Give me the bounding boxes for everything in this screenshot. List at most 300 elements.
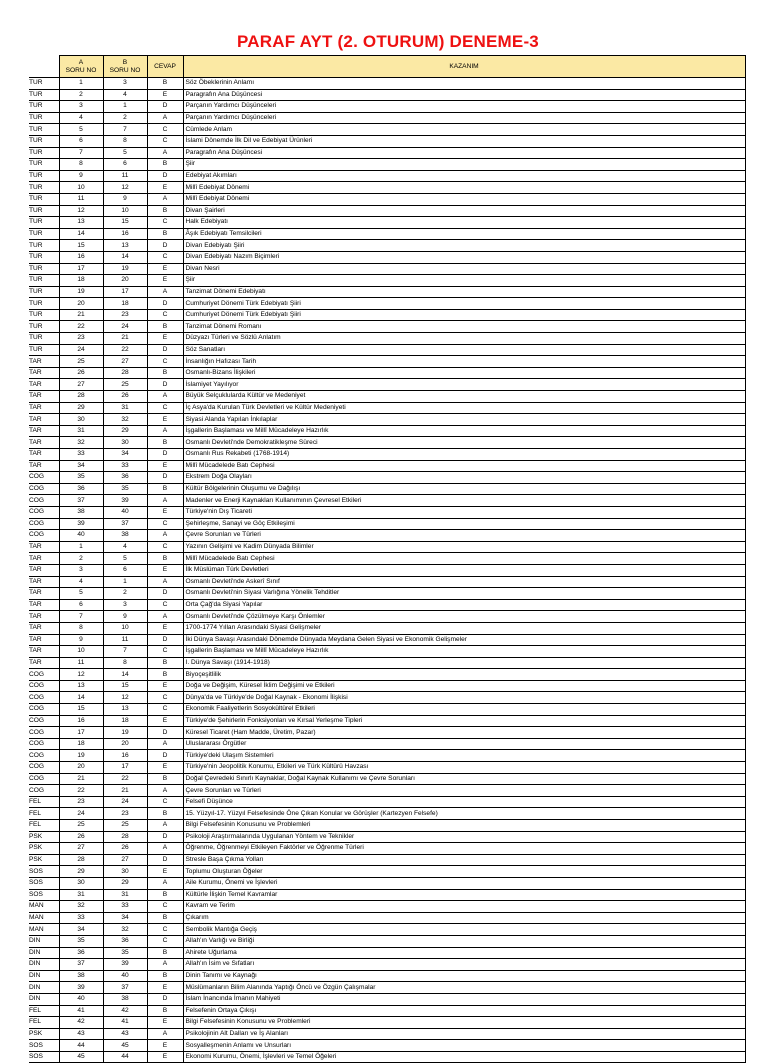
booklet-b-number: 35 — [103, 947, 147, 959]
table-row — [29, 970, 745, 982]
booklet-a-number: 43 — [59, 1028, 103, 1040]
subject-code: SOS — [29, 1051, 59, 1063]
booklet-b-number: 3 — [103, 78, 147, 90]
booklet-b-number: 7 — [103, 124, 147, 136]
booklet-a-number: 5 — [59, 588, 103, 600]
booklet-a-question-header: A SORU NO — [59, 56, 103, 78]
answer-letter: A — [147, 785, 183, 797]
table-row — [29, 472, 745, 484]
outcome-text: Cümlede Anlam — [183, 124, 745, 136]
outcome-text: Madenler ve Enerji Kaynakları Kullanımının Çevresel Etkileri — [183, 495, 745, 507]
answer-letter: D — [147, 472, 183, 484]
booklet-a-number: 1 — [59, 541, 103, 553]
subject-code: TAR — [29, 657, 59, 669]
table-row — [29, 773, 745, 785]
answer-letter: B — [147, 657, 183, 669]
outcome-text: Allah'ın İsim ve Sıfatları — [183, 959, 745, 971]
answer-letter: B — [147, 773, 183, 785]
booklet-a-number: 38 — [59, 970, 103, 982]
outcome-text: Psikolojinin Alt Dalları ve İş Alanları — [183, 1028, 745, 1040]
outcome-text: Sembolik Mantığa Geçiş — [183, 924, 745, 936]
table-row — [29, 901, 745, 913]
outcome-text: Divan Şairleri — [183, 205, 745, 217]
subject-code: COG — [29, 483, 59, 495]
table-row — [29, 715, 745, 727]
document-title: PARAF AYT (2. OTURUM) DENEME-3 — [237, 32, 539, 51]
subject-code: TUR — [29, 240, 59, 252]
booklet-a-number: 37 — [59, 495, 103, 507]
booklet-a-number: 30 — [59, 414, 103, 426]
outcome-text: Kavram ve Terim — [183, 901, 745, 913]
booklet-b-number: 19 — [103, 727, 147, 739]
booklet-a-number: 44 — [59, 1040, 103, 1052]
answer-letter: B — [147, 437, 183, 449]
answer-letter: B — [147, 970, 183, 982]
subject-code: TUR — [29, 89, 59, 101]
table-row — [29, 541, 745, 553]
outcome-text: Türkiye'nin Dış Ticareti — [183, 506, 745, 518]
booklet-b-number: 42 — [103, 1005, 147, 1017]
subject-code: MAN — [29, 901, 59, 913]
booklet-b-number: 12 — [103, 182, 147, 194]
booklet-a-number: 3 — [59, 564, 103, 576]
subject-code: DIN — [29, 947, 59, 959]
outcome-text: Millî Edebiyat Dönemi — [183, 182, 745, 194]
outcome-text: 1700-1774 Yılları Arasındaki Siyasi Gelişmeler — [183, 622, 745, 634]
answer-letter: E — [147, 263, 183, 275]
subject-code: COG — [29, 738, 59, 750]
booklet-a-number: 27 — [59, 843, 103, 855]
answer-letter: E — [147, 414, 183, 426]
booklet-a-number: 2 — [59, 89, 103, 101]
answer-letter: B — [147, 483, 183, 495]
outcome-text: Türkiye'de Şehirlerin Fonksiyonları ve Kırsal Yerleşme Tipleri — [183, 715, 745, 727]
subject-code: TUR — [29, 263, 59, 275]
booklet-a-number: 6 — [59, 135, 103, 147]
booklet-a-number: 21 — [59, 309, 103, 321]
subject-code: COG — [29, 715, 59, 727]
booklet-a-number: 11 — [59, 193, 103, 205]
subject-code: TUR — [29, 124, 59, 136]
answer-letter: C — [147, 541, 183, 553]
table-row — [29, 228, 745, 240]
answer-letter: C — [147, 217, 183, 229]
booklet-a-number: 21 — [59, 773, 103, 785]
booklet-b-number: 9 — [103, 611, 147, 623]
table-row — [29, 866, 745, 878]
booklet-a-number: 7 — [59, 147, 103, 159]
table-row — [29, 634, 745, 646]
table-row — [29, 935, 745, 947]
subject-code: COG — [29, 785, 59, 797]
answer-letter: C — [147, 796, 183, 808]
booklet-b-number: 35 — [103, 483, 147, 495]
booklet-a-number: 9 — [59, 170, 103, 182]
table-row — [29, 275, 745, 287]
booklet-a-number: 35 — [59, 472, 103, 484]
booklet-b-number: 27 — [103, 854, 147, 866]
outcome-text: Öğrenme, Öğrenmeyi Etkileyen Faktörler ve Öğrenme Türleri — [183, 843, 745, 855]
booklet-b-number: 10 — [103, 622, 147, 634]
booklet-a-number: 14 — [59, 692, 103, 704]
answer-letter: E — [147, 680, 183, 692]
subject-code: SOS — [29, 1040, 59, 1052]
subject-code: TUR — [29, 147, 59, 159]
subject-code: FEL — [29, 1017, 59, 1029]
booklet-b-number: 26 — [103, 391, 147, 403]
booklet-a-number: 20 — [59, 762, 103, 774]
subject-code: COG — [29, 472, 59, 484]
booklet-a-number: 19 — [59, 750, 103, 762]
answer-letter: D — [147, 170, 183, 182]
table-row — [29, 843, 745, 855]
booklet-a-number: 36 — [59, 947, 103, 959]
answer-letter: B — [147, 947, 183, 959]
booklet-b-number: 18 — [103, 715, 147, 727]
subject-code: TUR — [29, 309, 59, 321]
subject-code: TUR — [29, 228, 59, 240]
booklet-b-number: 22 — [103, 344, 147, 356]
booklet-a-number: 6 — [59, 599, 103, 611]
booklet-a-number: 16 — [59, 251, 103, 263]
booklet-a-number: 18 — [59, 275, 103, 287]
answer-letter: C — [147, 135, 183, 147]
table-row — [29, 704, 745, 716]
table-row — [29, 877, 745, 889]
booklet-b-number: 34 — [103, 449, 147, 461]
booklet-a-number: 3 — [59, 101, 103, 113]
subject-code: DIN — [29, 993, 59, 1005]
subject-code: COG — [29, 692, 59, 704]
outcome-text: Stresle Başa Çıkma Yolları — [183, 854, 745, 866]
outcome-text: Millî Mücadelede Batı Cephesi — [183, 460, 745, 472]
booklet-a-number: 25 — [59, 820, 103, 832]
table-row — [29, 402, 745, 414]
booklet-b-number: 7 — [103, 646, 147, 658]
booklet-a-number: 40 — [59, 530, 103, 542]
subject-code: SOS — [29, 866, 59, 878]
booklet-b-number: 3 — [103, 599, 147, 611]
subject-code: TUR — [29, 78, 59, 90]
table-row — [29, 750, 745, 762]
answer-letter: B — [147, 889, 183, 901]
booklet-b-number: 39 — [103, 495, 147, 507]
table-row — [29, 286, 745, 298]
booklet-b-number: 6 — [103, 159, 147, 171]
subject-code: TUR — [29, 251, 59, 263]
booklet-a-number: 38 — [59, 506, 103, 518]
table-row — [29, 530, 745, 542]
outcome-text: Müslümanların Bilim Alanında Yaptığı Öncü ve Özgün Çalışmalar — [183, 982, 745, 994]
table-row — [29, 1040, 745, 1052]
booklet-b-number: 16 — [103, 228, 147, 240]
answer-letter: E — [147, 715, 183, 727]
booklet-a-number: 41 — [59, 1005, 103, 1017]
outcome-text: Dünya'da ve Türkiye'de Doğal Kaynak - Ekonomi İlişkisi — [183, 692, 745, 704]
booklet-a-number: 40 — [59, 993, 103, 1005]
answer-letter: C — [147, 924, 183, 936]
answer-letter: D — [147, 750, 183, 762]
table-row — [29, 78, 745, 90]
answer-letter: A — [147, 1028, 183, 1040]
subject-code: TUR — [29, 159, 59, 171]
answer-letter: B — [147, 808, 183, 820]
answer-letter: D — [147, 298, 183, 310]
table-row — [29, 576, 745, 588]
table-row — [29, 483, 745, 495]
subject-code: TUR — [29, 112, 59, 124]
outcome-text: Ekonomi Kurumu, Önemi, İşlevleri ve Temel Öğeleri — [183, 1051, 745, 1063]
answer-letter: C — [147, 646, 183, 658]
answer-letter: A — [147, 959, 183, 971]
booklet-b-number: 4 — [103, 541, 147, 553]
booklet-b-number: 1 — [103, 576, 147, 588]
table-row — [29, 599, 745, 611]
outcome-text: Bilgi Felsefesinin Konusunu ve Problemleri — [183, 1017, 745, 1029]
answer-letter: B — [147, 159, 183, 171]
subject-code: TAR — [29, 646, 59, 658]
outcome-text: Kültürle İlişkin Temel Kavramlar — [183, 889, 745, 901]
answer-letter: C — [147, 518, 183, 530]
outcome-text: İlk Müslüman Türk Devletleri — [183, 564, 745, 576]
booklet-b-number: 41 — [103, 1017, 147, 1029]
booklet-a-number: 11 — [59, 657, 103, 669]
booklet-b-number: 4 — [103, 89, 147, 101]
booklet-a-number: 35 — [59, 935, 103, 947]
answer-letter: E — [147, 460, 183, 472]
outcome-text: Çıkarım — [183, 912, 745, 924]
booklet-a-number: 2 — [59, 553, 103, 565]
booklet-b-number: 33 — [103, 460, 147, 472]
table-row — [29, 124, 745, 136]
answer-letter: B — [147, 205, 183, 217]
booklet-b-number: 45 — [103, 1040, 147, 1052]
subject-code: TAR — [29, 634, 59, 646]
booklet-b-number: 24 — [103, 321, 147, 333]
outcome-text: Millî Mücadelede Batı Cephesi — [183, 553, 745, 565]
booklet-a-number: 15 — [59, 704, 103, 716]
table-row — [29, 89, 745, 101]
booklet-a-number: 36 — [59, 483, 103, 495]
outcome-text: Çevre Sorunları ve Türleri — [183, 785, 745, 797]
subject-code: TUR — [29, 101, 59, 113]
subject-code: DIN — [29, 959, 59, 971]
subject-code: TUR — [29, 298, 59, 310]
subject-code: SOS — [29, 877, 59, 889]
table-row — [29, 391, 745, 403]
outcome-text: İnsanlığın Hafızası Tarih — [183, 356, 745, 368]
outcome-text: Parçanın Yardımcı Düşünceleri — [183, 112, 745, 124]
booklet-a-number: 13 — [59, 680, 103, 692]
booklet-b-number: 15 — [103, 680, 147, 692]
subject-code: TUR — [29, 135, 59, 147]
subject-code: SOS — [29, 889, 59, 901]
outcome-text: Türkiye'nin Jeopolitik Konumu, Etkileri ve Türk Kültürü Havzası — [183, 762, 745, 774]
subject-code: TAR — [29, 588, 59, 600]
table-row — [29, 159, 745, 171]
booklet-b-number: 17 — [103, 762, 147, 774]
subject-code: TAR — [29, 425, 59, 437]
booklet-a-number: 4 — [59, 576, 103, 588]
table-row — [29, 251, 745, 263]
table-row — [29, 1051, 745, 1063]
outcome-text: Osmanlı-Bizans İlişkileri — [183, 367, 745, 379]
table-row — [29, 762, 745, 774]
table-row — [29, 959, 745, 971]
outcome-text: Sosyalleşmenin Anlamı ve Unsurları — [183, 1040, 745, 1052]
outcome-text: İslami Dönemde İlk Dil ve Edebiyat Ürünleri — [183, 135, 745, 147]
answer-letter: C — [147, 251, 183, 263]
subject-code: FEL — [29, 796, 59, 808]
answer-letter: D — [147, 993, 183, 1005]
booklet-b-number: 39 — [103, 959, 147, 971]
subject-code: COG — [29, 773, 59, 785]
booklet-b-number: 24 — [103, 796, 147, 808]
booklet-a-number: 20 — [59, 298, 103, 310]
booklet-a-number: 13 — [59, 217, 103, 229]
booklet-a-number: 42 — [59, 1017, 103, 1029]
table-row — [29, 147, 745, 159]
booklet-b-number: 33 — [103, 901, 147, 913]
subject-code: TAR — [29, 391, 59, 403]
table-row — [29, 240, 745, 252]
subject-code: COG — [29, 762, 59, 774]
booklet-a-number: 29 — [59, 402, 103, 414]
booklet-b-number: 5 — [103, 553, 147, 565]
booklet-b-number: 29 — [103, 425, 147, 437]
outcome-text: İç Asya'da Kurulan Türk Devletleri ve Kültür Medeniyeti — [183, 402, 745, 414]
table-row — [29, 646, 745, 658]
table-row — [29, 785, 745, 797]
booklet-a-number: 19 — [59, 286, 103, 298]
subject-code: TAR — [29, 553, 59, 565]
table-row — [29, 1028, 745, 1040]
outcome-text: Büyük Selçuklularda Kültür ve Medeniyet — [183, 391, 745, 403]
table-row — [29, 506, 745, 518]
booklet-a-number: 33 — [59, 449, 103, 461]
table-row — [29, 135, 745, 147]
booklet-b-number: 38 — [103, 530, 147, 542]
subject-code: DIN — [29, 982, 59, 994]
table-row — [29, 553, 745, 565]
table-row — [29, 738, 745, 750]
booklet-a-number: 31 — [59, 425, 103, 437]
booklet-a-number: 12 — [59, 205, 103, 217]
booklet-a-number: 22 — [59, 785, 103, 797]
outcome-text: Halk Edebiyatı — [183, 217, 745, 229]
outcome-text: İşgallerin Başlaması ve Millî Mücadeleye Hazırlık — [183, 646, 745, 658]
answer-letter: D — [147, 831, 183, 843]
outcome-text: İki Dünya Savaşı Arasındaki Dönemde Dünyada Meydana Gelen Siyasi ve Ekonomik Gelişmeler — [183, 634, 745, 646]
outcome-text: Şehirleşme, Sanayi ve Göç Etkileşimi — [183, 518, 745, 530]
outcome-text: Divan Edebiyatı Şiiri — [183, 240, 745, 252]
outcome-text: Felsefi Düşünce — [183, 796, 745, 808]
table-row — [29, 657, 745, 669]
subject-code: TAR — [29, 356, 59, 368]
booklet-a-number: 17 — [59, 263, 103, 275]
booklet-a-number: 28 — [59, 854, 103, 866]
booklet-a-number: 39 — [59, 518, 103, 530]
subject-code: TAR — [29, 379, 59, 391]
outcome-text: Ekstrem Doğa Olayları — [183, 472, 745, 484]
table-row — [29, 912, 745, 924]
booklet-b-number: 13 — [103, 704, 147, 716]
subject-code: TAR — [29, 576, 59, 588]
booklet-b-number: 32 — [103, 924, 147, 936]
booklet-a-number: 18 — [59, 738, 103, 750]
table-row — [29, 622, 745, 634]
outcome-text: Doğal Çevredeki Sınırlı Kaynaklar, Doğal Kaynak Kullanımı ve Çevre Sorunları — [183, 773, 745, 785]
answer-letter: B — [147, 78, 183, 90]
outcome-text: Doğa ve Değişim, Küresel İklim Değişimi ve Etkileri — [183, 680, 745, 692]
answer-key-table — [29, 55, 746, 1063]
booklet-b-number: 44 — [103, 1051, 147, 1063]
booklet-b-number: 31 — [103, 402, 147, 414]
subject-code: TUR — [29, 344, 59, 356]
booklet-a-number: 10 — [59, 182, 103, 194]
subject-code: TUR — [29, 333, 59, 345]
answer-letter: E — [147, 564, 183, 576]
booklet-a-number: 24 — [59, 344, 103, 356]
outcome-text: Çevre Sorunları ve Türleri — [183, 530, 745, 542]
answer-letter: A — [147, 147, 183, 159]
subject-code: FEL — [29, 808, 59, 820]
subject-code: TUR — [29, 275, 59, 287]
booklet-b-number: 9 — [103, 193, 147, 205]
outcome-text: Aile Kurumu, Önemi ve İşlevleri — [183, 877, 745, 889]
table-row — [29, 692, 745, 704]
table-row — [29, 263, 745, 275]
subject-code: TUR — [29, 170, 59, 182]
outcome-text: Tanzimat Dönemi Edebiyatı — [183, 286, 745, 298]
outcome-text: Divan Nesri — [183, 263, 745, 275]
outcome-text: Osmanlı Devleti'nde Çözülmeye Karşı Önlemler — [183, 611, 745, 623]
outcome-text: Millî Edebiyat Dönemi — [183, 193, 745, 205]
booklet-b-number: 6 — [103, 564, 147, 576]
booklet-a-number: 7 — [59, 611, 103, 623]
booklet-a-number: 12 — [59, 669, 103, 681]
table-row — [29, 564, 745, 576]
table-row — [29, 1005, 745, 1017]
answer-letter: E — [147, 1017, 183, 1029]
outcome-text: Divan Edebiyatı Nazım Biçimleri — [183, 251, 745, 263]
answer-letter: E — [147, 333, 183, 345]
booklet-b-number: 22 — [103, 773, 147, 785]
booklet-b-number: 32 — [103, 414, 147, 426]
booklet-b-number: 25 — [103, 820, 147, 832]
answer-letter: C — [147, 704, 183, 716]
answer-letter: A — [147, 820, 183, 832]
table-row — [29, 588, 745, 600]
answer-letter: E — [147, 982, 183, 994]
table-row — [29, 367, 745, 379]
subject-code: TAR — [29, 367, 59, 379]
answer-letter: B — [147, 553, 183, 565]
answer-letter: D — [147, 101, 183, 113]
table-row — [29, 820, 745, 832]
outcome-text: Yazının Gelişimi ve Kadim Dünyada Bilimler — [183, 541, 745, 553]
answer-letter: D — [147, 344, 183, 356]
outcome-text: Uluslararası Örgütler — [183, 738, 745, 750]
answer-letter: C — [147, 901, 183, 913]
outcome-text: Osmanlı Devleti'nin Siyasi Varlığına Yönelik Tehditler — [183, 588, 745, 600]
booklet-a-number: 26 — [59, 367, 103, 379]
booklet-b-number: 10 — [103, 205, 147, 217]
answer-letter: A — [147, 738, 183, 750]
booklet-b-number: 37 — [103, 982, 147, 994]
table-row — [29, 727, 745, 739]
booklet-b-number: 38 — [103, 993, 147, 1005]
